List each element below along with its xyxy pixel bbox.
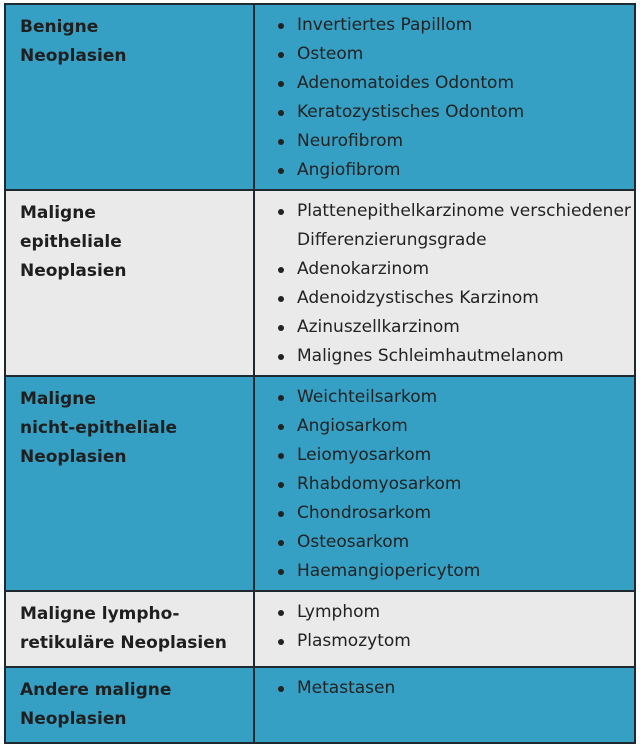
category-label-line: Neoplasien (20, 261, 127, 281)
item-text: Lymphom (297, 602, 381, 622)
category-label-line: Maligne (20, 203, 96, 223)
table-row (5, 190, 635, 376)
category-label-line: Neoplasien (20, 447, 127, 467)
bullet-icon (278, 139, 284, 145)
list-item (275, 156, 634, 185)
item-text: Plasmozytom (297, 631, 411, 651)
category-label-line: Andere maligne (20, 680, 172, 700)
list-item (275, 441, 634, 470)
category-cell (5, 667, 254, 743)
bullet-icon (278, 686, 284, 692)
items-list (255, 383, 634, 586)
item-text: Invertiertes Papillom (297, 15, 473, 35)
bullet-icon (278, 610, 284, 616)
items-cell (254, 190, 635, 376)
item-text: Chondrosarkom (297, 503, 432, 523)
item-text: Adenomatoides Odontom (297, 73, 515, 93)
item-text: Osteom (297, 44, 364, 64)
list-item (275, 284, 634, 313)
item-text: Adenoidzystisches Karzinom (297, 288, 539, 308)
item-text: Angiofibrom (297, 160, 401, 180)
item-text: Angiosarkom (297, 416, 408, 436)
list-item (275, 499, 634, 528)
bullet-icon (278, 569, 284, 575)
list-item (275, 127, 634, 156)
bullet-icon (278, 110, 284, 116)
items-cell (254, 376, 635, 591)
list-item (275, 412, 634, 441)
category-label-line: Maligne lympho- (20, 604, 180, 624)
list-item (275, 557, 634, 586)
bullet-icon (278, 639, 284, 645)
bullet-icon (278, 267, 284, 273)
items-cell (254, 667, 635, 743)
list-item (275, 313, 634, 342)
category-cell (5, 190, 254, 376)
category-label-line: Benigne (20, 17, 99, 37)
list-item (275, 197, 634, 255)
category-cell (5, 376, 254, 591)
neoplasia-table (4, 3, 636, 744)
category-label-line: nicht-epitheliale (20, 418, 178, 438)
bullet-icon (278, 482, 284, 488)
item-text: Haemangiopericytom (297, 561, 481, 581)
item-text: Rhabdomyosarkom (297, 474, 462, 494)
bullet-icon (278, 52, 284, 58)
table-row (5, 591, 635, 667)
item-text: Azinuszellkarzinom (297, 317, 460, 337)
list-item (275, 674, 634, 703)
list-item (275, 528, 634, 557)
category-label-line: Neoplasien (20, 709, 127, 729)
item-text: Malignes Schleimhautmelanom (297, 346, 564, 366)
items-list (255, 674, 634, 703)
items-list (255, 197, 634, 371)
list-item (275, 627, 634, 656)
list-item (275, 342, 634, 371)
table-row (5, 667, 635, 743)
table-row (5, 376, 635, 591)
bullet-icon (278, 168, 284, 174)
bullet-icon (278, 81, 284, 87)
item-text: Plattenepithelkarzinome verschiedener Differenzierungsgrade (297, 201, 631, 250)
table-row (5, 4, 635, 190)
item-text: Neurofibrom (297, 131, 404, 151)
list-item (275, 69, 634, 98)
item-text: Weichteilsarkom (297, 387, 438, 407)
bullet-icon (278, 424, 284, 430)
item-text: Keratozystisches Odontom (297, 102, 525, 122)
category-label-line: retikuläre Neoplasien (20, 633, 227, 653)
bullet-icon (278, 395, 284, 401)
bullet-icon (278, 453, 284, 459)
bullet-icon (278, 325, 284, 331)
list-item (275, 98, 634, 127)
item-text: Leiomyosarkom (297, 445, 432, 465)
bullet-icon (278, 296, 284, 302)
list-item (275, 598, 634, 627)
bullet-icon (278, 23, 284, 29)
items-cell (254, 591, 635, 667)
items-list (255, 598, 634, 656)
list-item (275, 470, 634, 499)
bullet-icon (278, 511, 284, 517)
item-text: Metastasen (297, 678, 396, 698)
items-cell (254, 4, 635, 190)
category-label-line: Neoplasien (20, 46, 127, 66)
category-label-line: epitheliale (20, 232, 122, 252)
items-list (255, 11, 634, 185)
item-text: Adenokarzinom (297, 259, 430, 279)
bullet-icon (278, 540, 284, 546)
list-item (275, 11, 634, 40)
list-item (275, 40, 634, 69)
bullet-icon (278, 209, 284, 215)
category-cell (5, 4, 254, 190)
bullet-icon (278, 354, 284, 360)
category-label-line: Maligne (20, 389, 96, 409)
item-text: Osteosarkom (297, 532, 410, 552)
list-item (275, 255, 634, 284)
category-cell (5, 591, 254, 667)
list-item (275, 383, 634, 412)
